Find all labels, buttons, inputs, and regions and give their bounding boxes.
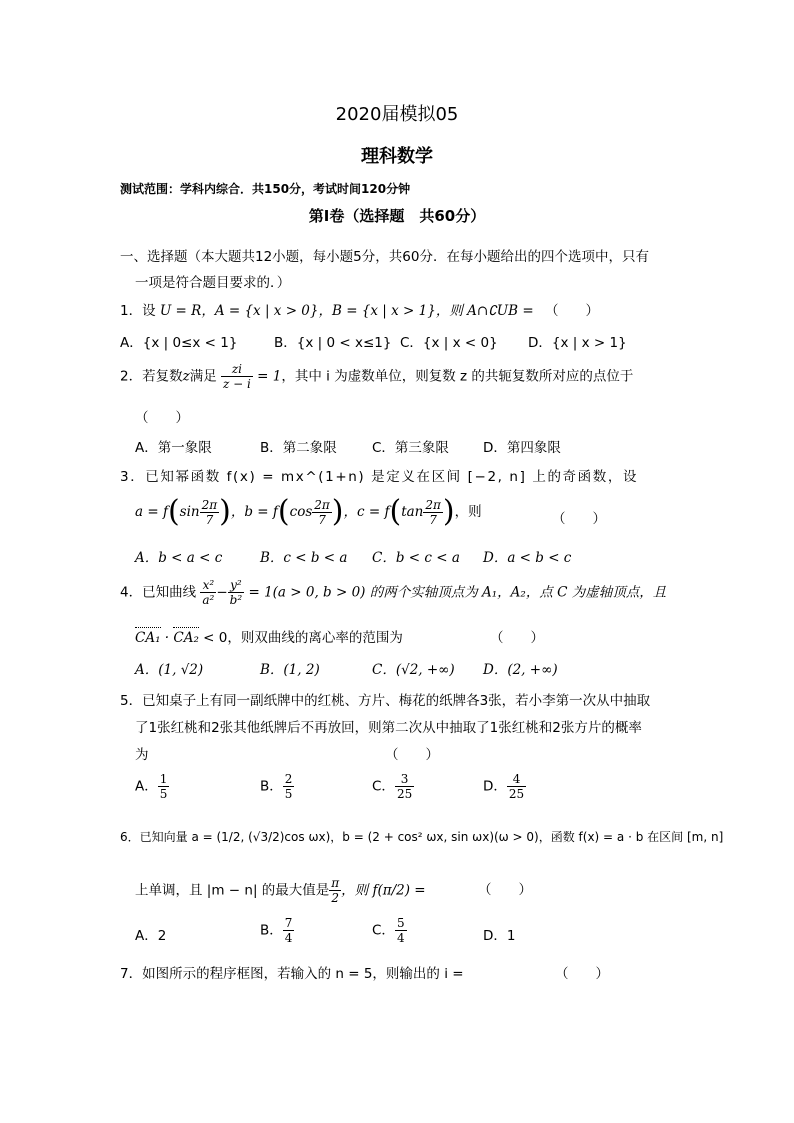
- question-3-option-d: D．a < b < c: [483, 550, 572, 566]
- question-2-mid2: ，其中 i 为虚数单位，则复数 z 的共轭复数所对应的点位于: [281, 368, 634, 385]
- question-3-option-b: B．c < b < a: [260, 550, 348, 566]
- vector-ca2: CA₂: [173, 630, 199, 646]
- question-7-stem: 7．如图所示的程序框图，若输入的 n = 5，则输出的 i =: [120, 966, 464, 982]
- question-2-mid1: 满足: [189, 368, 217, 385]
- part-heading: 第Ⅰ卷（选择题 共60分）: [308, 207, 486, 225]
- question-2-stem: [120, 362, 633, 391]
- question-4-answer-blank: （ ）: [490, 630, 544, 646]
- question-1-option-b: B．{x | 0 < x≤1}: [274, 335, 392, 351]
- question-2-answer-blank: （ ）: [135, 410, 189, 426]
- question-3-option-c: C．b < c < a: [372, 550, 460, 566]
- question-3-option-a: A．b < a < c: [135, 550, 223, 566]
- question-4-option-a: A．(1, √2): [135, 662, 204, 678]
- question-6-answer-blank: （ ）: [478, 882, 532, 898]
- question-2-option-a: A．第一象限: [135, 440, 212, 456]
- question-6-stem-line2: 上单调，且 |m − n| 的最大值是 $\frac{\pi}{2}$ ，则 f(π/2) =: [135, 876, 426, 905]
- question-2-eq: = 1: [257, 368, 282, 385]
- question-1-stem: [120, 299, 534, 319]
- exam-title: 2020届模拟05: [335, 104, 459, 125]
- question-6-stem-line1: 6．已知向量 a = (1/2, (√3/2)cos ωx)，b = (2 + cos² ωx, sin ωx)(ω > 0)，函数 f(x) = a · b 在区间 [m, n]: [120, 830, 724, 844]
- question-5-stem-line3: 为: [135, 747, 149, 763]
- question-1-answer-blank: （ ）: [545, 303, 599, 319]
- question-1-option-a: A．{x | 0≤x < 1}: [120, 335, 238, 351]
- vector-ca1: CA₁: [135, 630, 161, 646]
- question-5-option-d: D． $\frac{4}{25}$: [483, 772, 525, 801]
- question-4-option-b: B．(1, 2): [260, 662, 320, 678]
- question-5-stem-line2: 了1张红桃和2张其他纸牌后不再放回，则第二次从中抽取了1张红桃和2张方片的概率: [135, 720, 642, 736]
- question-6-option-d: D．1: [483, 928, 516, 944]
- question-4-option-d: D．(2, +∞): [483, 662, 558, 678]
- question-2-prefix: 2．若复数: [120, 368, 183, 385]
- question-2-option-d: D．第四象限: [483, 440, 561, 456]
- question-7-answer-blank: （ ）: [555, 966, 609, 982]
- question-3-stem-line2: a = f(sin $\frac{2\pi}{7}$ )，b = f(cos $\frac{2\pi}{7}$ )，c = f(tan $\frac{2\pi}{7}$ )，则: [135, 494, 482, 529]
- question-6-option-a: A．2: [135, 928, 167, 944]
- section-instructions-line1: 一、选择题（本大题共12小题，每小题5分，共60分．在每小题给出的四个选项中，只有: [120, 249, 649, 265]
- question-2-option-c: C．第三象限: [372, 440, 449, 456]
- question-2-fraction: $\frac{zi}{z - i}$: [223, 362, 251, 391]
- section-instructions-line2: 一项是符合题目要求的．）: [135, 275, 291, 291]
- question-5-option-c: C． $\frac{3}{25}$: [372, 772, 413, 801]
- question-5-option-a: A． $\frac{1}{5}$: [135, 772, 168, 801]
- question-5-option-b: B． $\frac{2}{5}$: [260, 772, 293, 801]
- question-4-stem-line1: 4．已知曲线 $\frac{\text{x²}}{\text{a²}}$ − $\frac{\text{y²}}{\text{b²}}$ = 1(a > 0, b > 0) 的两个实轴顶点为 A₁，A₂，点 C 为虚轴顶点，且: [120, 578, 667, 607]
- question-4-option-c: C．(√2, +∞): [372, 662, 455, 678]
- question-3-answer-blank: （ ）: [552, 511, 606, 527]
- question-6-option-b: B． $\frac{7}{4}$: [260, 916, 293, 945]
- question-1-prefix: 1．设: [120, 303, 156, 319]
- question-4-stem-line2: CA₁ · CA₂ < 0，则双曲线的离心率的范围为: [135, 630, 403, 646]
- question-1-option-c: C．{x | x < 0}: [400, 335, 498, 351]
- question-2-z: z: [182, 368, 190, 385]
- question-3-stem-line1: 3．已知幂函数 f(x) = mx^(1+n) 是定义在区间 [−2, n] 上的奇函数，设: [120, 469, 639, 485]
- question-5-answer-blank: （ ）: [385, 747, 439, 763]
- question-1-expression: U = R，A = {x | x > 0}，B = {x | x > 1}，则 A∩∁UB =: [159, 303, 534, 319]
- question-1-option-d: D．{x | x > 1}: [528, 335, 627, 351]
- question-5-stem-line1: 5．已知桌子上有同一副纸牌中的红桃、方片、梅花的纸牌各3张，若小李第一次从中抽取: [120, 693, 651, 709]
- exam-scope: 测试范围：学科内综合．共150分，考试时间120分钟: [120, 182, 411, 196]
- exam-subtitle: 理科数学: [361, 146, 433, 167]
- question-6-option-c: C． $\frac{5}{4}$: [372, 916, 405, 945]
- question-2-option-b: B．第二象限: [260, 440, 337, 456]
